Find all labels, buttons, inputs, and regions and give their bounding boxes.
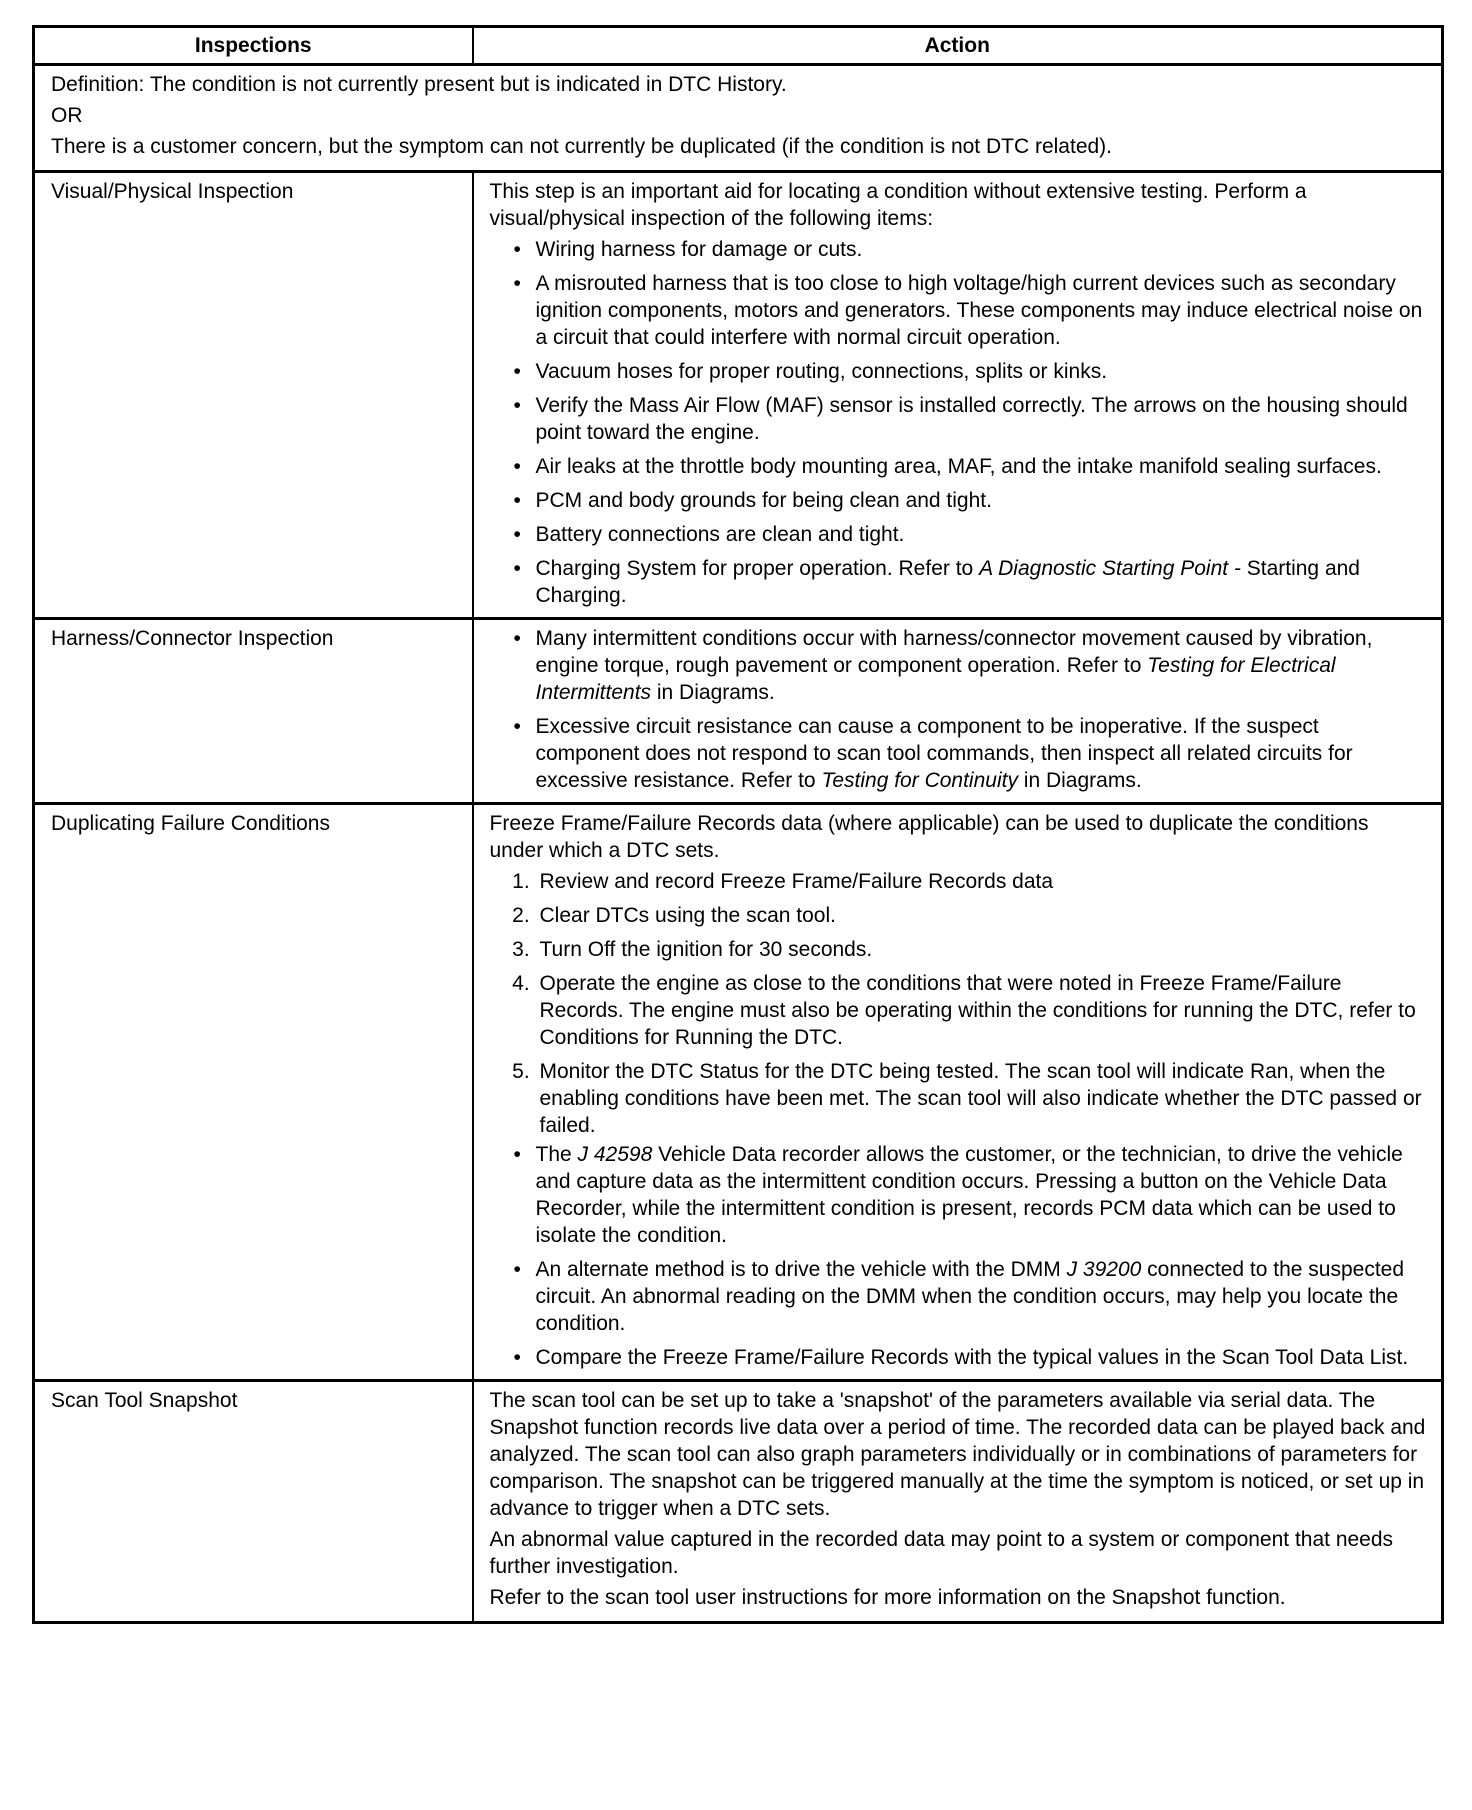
- inspection-cell: Harness/Connector Inspection: [34, 619, 473, 804]
- list-item: [536, 521, 1428, 548]
- text-segment: Monitor the DTC Status for the DTC being tested. The scan tool will indicate Ran, when the enabling conditions have been met. The scan tool will also indicate whether the DTC passed or failed.: [539, 1060, 1422, 1137]
- definition-alt-text: There is a customer concern, but the symptom can not currently be duplicated (if the condition is not DTC related).: [51, 135, 1113, 158]
- header-row: [34, 27, 1443, 65]
- numbered-list: [490, 868, 1428, 1139]
- inspection-cell: Visual/Physical Inspection: [34, 172, 473, 619]
- list-item: [536, 555, 1428, 609]
- list-item: [536, 1058, 1428, 1139]
- text-segment: in Diagrams.: [651, 681, 775, 704]
- action-paragraph: [490, 1584, 1428, 1611]
- list-item: [536, 1256, 1428, 1337]
- action-paragraph: [490, 810, 1428, 864]
- action-cell: [473, 804, 1443, 1381]
- text-segment: connected to the suspected circuit. An abnormal reading on the DMM when the condition occurs, may help you locate the condition.: [535, 1258, 1405, 1335]
- text-segment: Air leaks at the throttle body mounting area, MAF, and the intake manifold sealing surfaces.: [535, 455, 1382, 478]
- list-item: [536, 358, 1428, 385]
- reference-text: J 39200: [1066, 1258, 1142, 1281]
- action-cell: [473, 1381, 1443, 1623]
- bullet-list: [490, 236, 1428, 609]
- text-segment: An alternate method is to drive the vehicle with the DMM: [535, 1258, 1067, 1281]
- list-item: [536, 1344, 1428, 1371]
- header-inspections: Inspections: [34, 27, 473, 65]
- reference-text: Testing for Continuity: [821, 769, 1018, 792]
- action-cell: [473, 172, 1443, 619]
- text-segment: Clear DTCs using the scan tool.: [539, 904, 836, 927]
- text-segment: Vehicle Data recorder allows the customer, or the technician, to drive the vehicle and capture data as the intermittent condition occurs. Pressing a button on the Vehicle Data Recorder, while the intermittent condition is present, records PCM data which can be used to isolate the condition.: [535, 1143, 1403, 1247]
- list-item: [536, 453, 1428, 480]
- text-segment: Freeze Frame/Failure Records data (where applicable) can be used to duplicate the conditions under which a DTC sets.: [489, 812, 1369, 862]
- table-row: [34, 804, 1443, 1381]
- text-segment: A misrouted harness that is too close to high voltage/high current devices such as secondary ignition components, motors and generators. These components may induce electrical noise on a circuit that could interfere with normal circuit operation.: [535, 272, 1423, 349]
- text-segment: This step is an important aid for locating a condition without extensive testing. Perform a visual/physical inspection of the following items:: [489, 180, 1307, 230]
- action-paragraph: [490, 1387, 1428, 1522]
- text-segment: Battery connections are clean and tight.: [535, 523, 905, 546]
- list-item: [536, 713, 1428, 794]
- action-paragraph: [490, 1526, 1428, 1580]
- text-segment: Compare the Freeze Frame/Failure Records with the typical values in the Scan Tool Data List.: [535, 1346, 1409, 1369]
- list-item: [536, 1141, 1428, 1249]
- text-segment: Review and record Freeze Frame/Failure Records data: [539, 870, 1054, 893]
- list-item: [536, 970, 1428, 1051]
- table-row: [34, 1381, 1443, 1623]
- bullet-list: [490, 1141, 1428, 1371]
- list-item: [536, 487, 1428, 514]
- text-segment: Charging System for proper operation. Refer to: [535, 557, 980, 580]
- definition-or: OR: [51, 104, 83, 127]
- table-row: [34, 619, 1443, 804]
- text-segment: Operate the engine as close to the conditions that were noted in Freeze Frame/Failure Records. The engine must also be operating within the conditions for running the DTC, refer to Conditions for Running the DTC.: [539, 972, 1416, 1049]
- inspection-cell: Duplicating Failure Conditions: [34, 804, 473, 1381]
- list-item: [536, 236, 1428, 263]
- text-segment: Verify the Mass Air Flow (MAF) sensor is installed correctly. The arrows on the housing should point toward the engine.: [535, 394, 1408, 444]
- definition-cell: [34, 65, 1443, 172]
- inspections-table: [32, 25, 1444, 1624]
- text-segment: Many intermittent conditions occur with harness/connector movement caused by vibration, engine torque, rough pavement or component operation. Refer to: [535, 627, 1373, 677]
- list-item: [536, 392, 1428, 446]
- text-segment: PCM and body grounds for being clean and tight.: [535, 489, 992, 512]
- definition-text: Definition: The condition is not currently present but is indicated in DTC History.: [51, 73, 787, 96]
- text-segment: The scan tool can be set up to take a 'snapshot' of the parameters available via serial data. The Snapshot function records live data over a period of time. The recorded data can be played back and analyzed. The scan tool can also graph parameters individually or in combinations of parameters for comparison. The snapshot can be triggered manually at the time the symptom is noticed, or set up in advance to trigger when a DTC sets.: [489, 1389, 1426, 1520]
- reference-text: J 42598: [577, 1143, 653, 1166]
- list-item: [536, 902, 1428, 929]
- bullet-list: [490, 625, 1428, 794]
- text-segment: An abnormal value captured in the recorded data may point to a system or component that needs further investigation.: [489, 1528, 1394, 1578]
- text-segment: Excessive circuit resistance can cause a component to be inoperative. If the suspect component does not respond to scan tool commands, then inspect all related circuits for excessive resistance. Refer to: [535, 715, 1353, 792]
- definition-row: [34, 65, 1443, 172]
- text-segment: Turn Off the ignition for 30 seconds.: [539, 938, 873, 961]
- list-item: [536, 625, 1428, 706]
- list-item: [536, 270, 1428, 351]
- list-item: [536, 936, 1428, 963]
- list-item: [536, 868, 1428, 895]
- text-segment: Starting and Charging.: [535, 557, 1360, 607]
- action-cell: [473, 619, 1443, 804]
- table-row: [34, 172, 1443, 619]
- text-segment: The: [535, 1143, 578, 1166]
- text-segment: in Diagrams.: [1017, 769, 1142, 792]
- reference-text: A Diagnostic Starting Point -: [979, 557, 1241, 580]
- header-action: Action: [473, 27, 1443, 65]
- text-segment: Refer to the scan tool user instructions for more information on the Snapshot function.: [489, 1586, 1286, 1609]
- reference-text: Testing for Electrical Intermittents: [535, 654, 1336, 704]
- text-segment: Wiring harness for damage or cuts.: [535, 238, 863, 261]
- text-segment: Vacuum hoses for proper routing, connections, splits or kinks.: [535, 360, 1108, 383]
- action-paragraph: [490, 178, 1428, 232]
- inspection-cell: Scan Tool Snapshot: [34, 1381, 473, 1623]
